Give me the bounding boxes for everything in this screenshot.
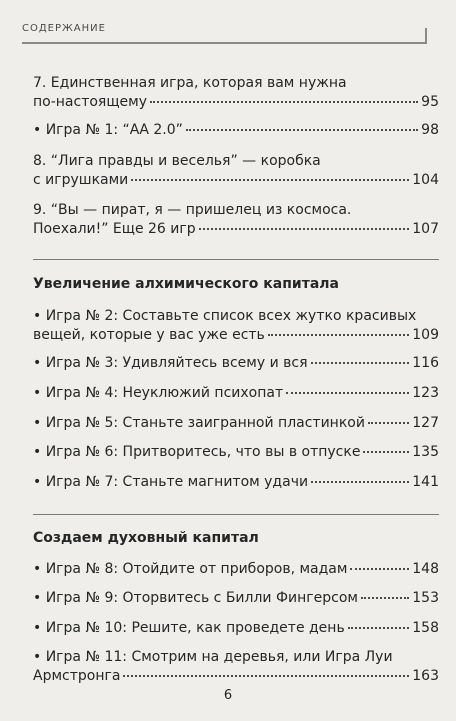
toc-entry[interactable] [33, 74, 439, 112]
toc-page-number: 107 [412, 221, 439, 237]
toc-page-number: 148 [412, 561, 439, 577]
toc-entry[interactable] [33, 307, 439, 345]
toc-entry-text: по-настоящему [33, 94, 147, 110]
dot-leader [311, 362, 410, 364]
toc-entry-text: • Игра № 6: Притворитесь, что вы в отпуске [33, 444, 361, 460]
toc-page-number: 123 [412, 385, 439, 401]
toc-entry-line: 7. Единственная игра, которая вам нужна [33, 75, 347, 91]
section-divider [33, 259, 439, 260]
toc-entry[interactable] [33, 619, 439, 638]
toc-page-number: 98 [421, 122, 439, 138]
dot-leader [150, 101, 418, 103]
dot-leader [268, 334, 409, 336]
dot-leader [199, 228, 410, 230]
toc-entry-text: • Игра № 5: Станьте заигранной пластинкой [33, 415, 365, 431]
dot-leader [350, 568, 409, 570]
toc-page-number: 95 [421, 94, 439, 110]
toc-entry[interactable] [33, 121, 439, 140]
toc-page-number: 158 [412, 620, 439, 636]
toc-entry-text: Армстронга [33, 668, 121, 684]
toc-page-number: 104 [412, 172, 439, 188]
running-head: СОДЕРЖАНИЕ [22, 23, 106, 34]
toc-entry-text: • Игра № 7: Станьте магнитом удачи [33, 474, 309, 490]
toc-entry-line: • Игра № 11: Смотрим на деревья, или Игра Луи [33, 649, 393, 665]
toc-page-number: 127 [412, 415, 439, 431]
header-rule-end [425, 28, 427, 43]
dot-leader [368, 422, 409, 424]
dot-leader [311, 481, 409, 483]
toc-page-number: 141 [412, 474, 439, 490]
section-title: Создаем духовный капитал [33, 530, 259, 546]
dot-leader [186, 129, 418, 131]
dot-leader [286, 392, 409, 394]
toc-entry-line: 8. “Лига правды и веселья” — коробка [33, 153, 321, 169]
dot-leader [131, 179, 409, 181]
toc-entry-text: Поехали!” Еще 26 игр [33, 221, 196, 237]
toc-entry-text: • Игра № 10: Решите, как проведете день [33, 620, 345, 636]
toc-page-number: 109 [412, 327, 439, 343]
toc-entry-text: вещей, которые у вас уже есть [33, 327, 265, 343]
toc-entry[interactable] [33, 384, 439, 403]
dot-leader [361, 597, 409, 599]
toc-page-number: 163 [412, 668, 439, 684]
toc-entry-text: • Игра № 9: Оторвитесь с Билли Фингерсом [33, 590, 358, 606]
toc-entry[interactable] [33, 414, 439, 433]
toc-entry-text: • Игра № 1: “АА 2.0” [33, 122, 183, 138]
header-rule [22, 42, 427, 44]
dot-leader [348, 627, 410, 629]
toc-page-number: 116 [412, 355, 439, 371]
toc-entry[interactable] [33, 443, 439, 462]
toc-entry-text: • Игра № 8: Отойдите от приборов, мадам [33, 561, 348, 577]
toc-entry[interactable] [33, 473, 439, 492]
dot-leader [123, 675, 409, 677]
toc-entry[interactable] [33, 354, 439, 373]
toc-entry[interactable] [33, 589, 439, 608]
page-number: 6 [223, 688, 233, 703]
toc-entry[interactable] [33, 152, 439, 190]
toc-page-number: 153 [412, 590, 439, 606]
toc-entry[interactable] [33, 560, 439, 579]
toc-entry-line: • Игра № 2: Составьте список всех жутко красивых [33, 308, 417, 324]
toc-entry[interactable] [33, 201, 439, 239]
section-title: Увеличение алхимического капитала [33, 276, 339, 292]
toc-entry-line: 9. “Вы — пират, я — пришелец из космоса. [33, 202, 352, 218]
toc-page-number: 135 [412, 444, 439, 460]
dot-leader [363, 451, 409, 453]
section-divider [33, 514, 439, 515]
toc-entry-text: • Игра № 3: Удивляйтесь всему и вся [33, 355, 308, 371]
toc-entry-text: • Игра № 4: Неуклюжий психопат [33, 385, 284, 401]
toc-entry-text: с игрушками [33, 172, 129, 188]
toc-entry[interactable] [33, 648, 439, 686]
